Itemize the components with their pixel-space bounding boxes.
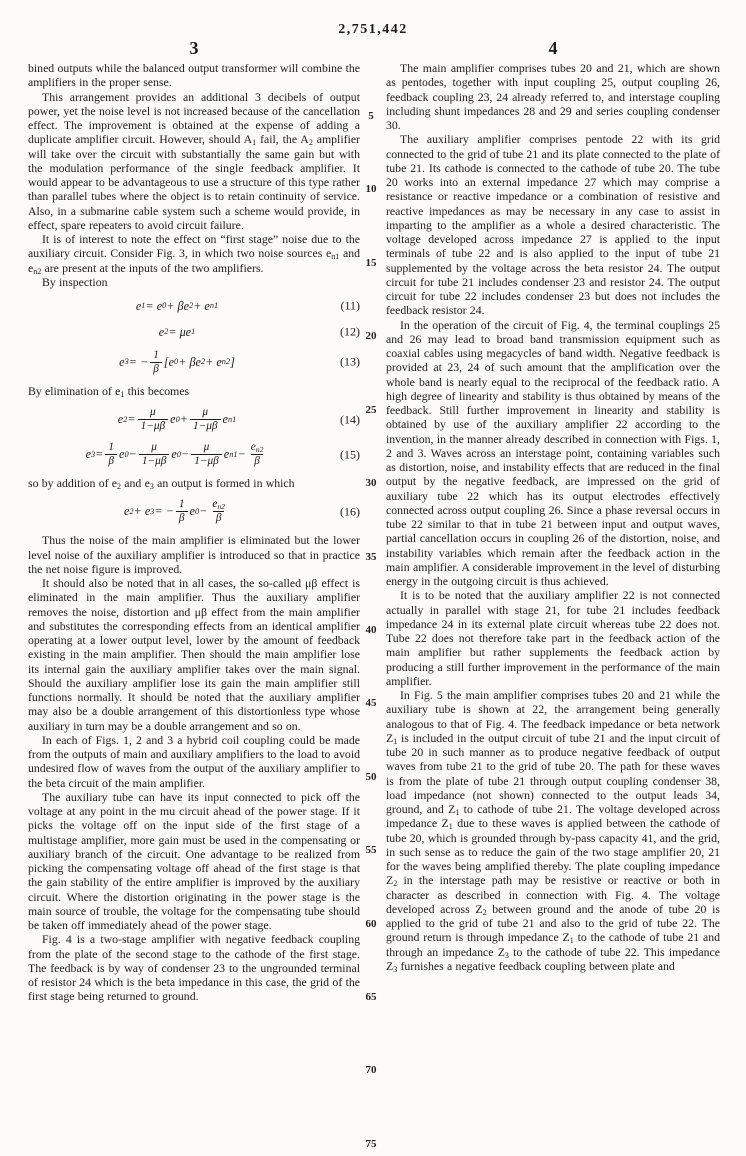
line-number: 55 (365, 844, 377, 857)
column-right (386, 38, 720, 973)
paragraph: Fig. 4 is a two-stage amplifier with negative feedback coupling from the plate of the second stage to the cathode of the first stage. The feedback is by way of condenser 23 to the ungrounded terminal of resistor 24 which is the beta impedance in this case, the grid of the first stage being returned to ground. (28, 932, 360, 1004)
line-number: 20 (365, 330, 377, 343)
line-number: 30 (365, 477, 377, 490)
paragraph: It is to be noted that the auxiliary amplifier 22 is not connected actually in parallel with stage 21, for tube 21 includes feedback impedance 24 in its external plate circuit whereas tube 22 does not. Tube 22 does not therefore take part in the feedback action of the main amplifier but rather supplements the feedback action by producing a still further improvement in the performance of the main amplifier. (386, 588, 720, 688)
paragraph: The main amplifier comprises tubes 20 and 21, which are shown as pentodes, together with input coupling 25, output coupling 26, feedback coupling 23, 24 already referred to, and interstage coupling including shunt impedances 28 and 29 and series coupling condenser 30. (386, 61, 720, 132)
fraction: $\frac{1}{\beta}$ (150, 349, 162, 376)
line-number: 45 (365, 697, 377, 710)
fraction: $\frac{\mu}{1-\mu\beta}$ (139, 441, 170, 468)
equation-number: (12) (340, 324, 360, 339)
equation (28, 498, 360, 525)
paragraph: The auxiliary amplifier comprises pentode 22 with its grid connected to the grid of tube 21 and its plate connected to the plate of tube 21. Its cathode is connected to the cathode of tube 20. The tube 20 works into an external impedance 27 which may comprise a resistance or reactive impedance or a combination of resistive and reactive impedances as may be necessary in any case to assist in imparting to the amplifier as a whole a desired characteristic. The voltage developed across impedance 27 is applied to the input terminals of tube 22 and is also applied to the input of tube 21 supplemented by the voltage across the beta resistor 24. The output circuit for tube 21 includes condenser 23 and resistor 24. The output circuit for tube 22 includes condenser 23 but does not includes the feedback resistor 24. (386, 132, 720, 318)
paragraph: By elimination of $e_1$ this becomes (28, 383, 190, 399)
line-number: 75 (365, 1137, 377, 1150)
column-number-right: 4 (548, 38, 558, 58)
line-number: 35 (365, 550, 377, 563)
fraction: $\frac{1}{\beta}$ (176, 498, 188, 525)
line-number: 15 (365, 256, 377, 269)
line-number: 60 (365, 917, 377, 930)
fraction: $\frac{e_{n2}}{\beta}$ (212, 498, 226, 525)
line-number: 50 (365, 770, 377, 783)
equation-math: e 1 = e 0 + βe 2 + e n1 (135, 298, 219, 313)
equation-number: (16) (340, 504, 360, 519)
fraction: $\frac{\mu}{1-\mu\beta}$ (138, 406, 169, 433)
equation-math: e 2 = μe 1 (158, 324, 196, 339)
equation-number: (14) (340, 412, 360, 427)
line-number-gutter (358, 110, 384, 1150)
paragraph: Thus the noise of the main amplifier is eliminated but the lower level noise of the auxiliary amplifier is introduced so that in practice the net noise figure is improved. (28, 533, 360, 576)
fraction: $\frac{\mu}{1-\mu\beta}$ (191, 441, 222, 468)
paragraph: It is of interest to note the effect on “first stage” noise due to the auxiliary circuit. Consider Fig. 3, in which two noise sources $e_{n1}$ and $e_{n2}$ are present at the inputs of the two amplifiers. (28, 232, 360, 276)
column-number-left: 3 (189, 38, 199, 58)
line-number: 5 (368, 110, 374, 122)
column-right-body (386, 61, 720, 973)
equation-math: e 3 = − $\frac{1}{\beta}$ [e 0 + βe 2 + e n2 ] (119, 349, 235, 375)
equation-number: (15) (340, 447, 360, 462)
equation (28, 297, 360, 315)
equation (28, 323, 360, 341)
equation-math: e 2 = $\frac{\mu}{1-\mu\beta}$ e 0 + $\frac{\mu}{1-\mu\beta}$ e n1 (117, 406, 237, 433)
fraction: $\frac{\mu}{1-\mu\beta}$ (190, 406, 221, 433)
equation (28, 441, 360, 468)
line-number: 40 (365, 623, 377, 636)
fraction: $\frac{e_{n2}}{\beta}$ (250, 441, 264, 468)
line-number: 25 (365, 403, 377, 416)
patent-number: 2,751,442 (338, 22, 408, 37)
equation-math: e 3 = $\frac{1}{\beta}$ e 0 − $\frac{\mu}{1-\mu\beta}$ e 0 − $\frac{\mu}{1-\mu\beta}$ e n1 − $\frac{e_{n2}}{\beta}$ (86, 441, 269, 468)
paragraph: In each of Figs. 1, 2 and 3 a hybrid coil coupling could be made from the outputs of main and auxiliary amplifiers to the load to avoid undesired flow of waves from the output of the auxiliary amplifier to the beta circuit of the main amplifier. (28, 732, 360, 790)
paragraph: By inspection (42, 274, 108, 289)
paragraph: so by addition of $e_2$ and $e_3$ an output is formed in which (28, 476, 295, 492)
equation (28, 349, 360, 376)
equation-math: e 2 + e 3 = − $\frac{1}{\beta}$ e 0 − $\frac{e_{n2}}{\beta}$ (124, 498, 230, 525)
line-number: 65 (365, 991, 377, 1004)
equation-number: (13) (340, 354, 360, 369)
column-left (28, 38, 360, 1004)
equation-number: (11) (340, 298, 360, 313)
column-left-body (28, 61, 360, 1004)
equation (28, 406, 360, 433)
paragraph: This arrangement provides an additional 3 decibels of output power, yet the noise level is not increased because of the cancellation effect. The improvement is obtained at the expense of adding a duplicate amplifier circuit. However, should $A_1$ fail, the $A_2$ amplifier will take over the circuit with substantially the same gain but with the modulation performance of the single feedback amplifier. It would appear to be advantageous to use a structure of this type rather than parallel tubes where the object is to retain continuity of service. Also, in a submarine cable system such a scheme would provide, in effect, spare repeaters to avoid circuit failure. (28, 89, 360, 232)
paragraph: bined outputs while the balanced output transformer will combine the amplifiers in the proper sense. (28, 61, 360, 90)
paragraph: The auxiliary tube can have its input connected to pick off the voltage at any point in the mu circuit ahead of the power stage. If it picks the voltage off on the input side of the first stage of a multistage amplifier, more gain must be used in the compensating or auxiliary branch of the circuit. One advantage to be realized from picking the compensating voltage off ahead of the first stage is that the gain stability of the entire amplifier is improved by the auxiliary circuit. Where the distortion originating in the power stage is the main source of trouble, the voltage for the compensating tube should be taken off immediately ahead of the power stage. (28, 789, 360, 933)
paragraph: In Fig. 5 the main amplifier comprises tubes 20 and 21 while the auxiliary tube is shown at 22, the arrangement being generally analogous to that of Fig. 4. The feedback impedance or beta network $Z_1$ is included in the output circuit of tube 21 and the input circuit of tube 20 in such manner as to produce negative feedback of output waves from tube 21 to the grid of tube 20. The path for these waves is from the plate of tube 21 through output coupling condenser 38, load impedance (not shown) connected to the output leads 34, ground, and $Z_1$ to cathode of tube 21. The voltage developed across impedance $Z_1$ due to these waves is applied between the cathode of tube 20, which is grounded through by-pass capacity 41, and the grid, in such sense as to reduce the gain of the two stage amplifier 20, 21 for the waves being amplified thereby. The plate coupling impedance $Z_2$ in the interstage path may be resistive or reactive or both in character as described in connection with Fig. 4. The voltage developed across $Z_2$ between ground and the anode of tube 20 is applied to the grid of tube 21 and also to the grid of tube 22. The ground return is through impedance $Z_1$ to the cathode of tube 21 and through an impedance $Z_3$ to the cathode of tube 22. This impedance $Z_3$ furnishes a negative feedback coupling between plate and (386, 688, 721, 974)
paragraph: It should also be noted that in all cases, the so-called μβ effect is eliminated in the main amplifier. Thus the auxiliary amplifier removes the noise, distortion and μβ effect from the main amplifier and substitutes the corresponding effects from an identical amplifier operating at a lower output level, lower by the amount of feedback existing in the main amplifier. Then should the main amplifier lose its internal gain the auxiliary amplifier takes over the main signal. Should the auxiliary amplifier lose its gain the main amplifier still functions normally. It should be noted that the auxiliary amplifier may also be a double arrangement of this distortionless type whose auxiliary in turn may be a double arrangement and so on. (28, 576, 360, 733)
paragraph: In the operation of the circuit of Fig. 4, the terminal couplings 25 and 26 may lead to broad band transmission equipment such as coaxial cables using megacycles of band width. Negative feedback is provided at 23, 24 of such amount that the amplification over the whole band is nearly equal to the reciprocal of the feedback ratio. A high degree of linearity and stability is thus obtained by means of the feedback. Still further improvement in linearity and stability is obtained by use of the auxiliary amplifier 22 according to the invention, in the manner already described in connection with Figs. 1, 2 and 3. Waves across an interstage point, containing variables such as distortion, noise, and instability effects that are reduced in the final output by the negative feedback, are impressed on the grid of auxiliary tube 22 which has its output electrodes effectively connected across output coupling 26. Since a phase reversal occurs in tube 22 similar to that in tube 21 between input and output waves, partial cancellation occurs in coupling 26 of the distortion, noise, and instability variables which remain after the feedback action in the main amplifier. A considerable improvement in the level of disturbing energy in the outgoing circuit is thus achieved. (386, 317, 720, 588)
line-number: 70 (365, 1064, 377, 1077)
line-number: 10 (365, 183, 377, 196)
fraction: $\frac{1}{\beta}$ (105, 441, 117, 468)
